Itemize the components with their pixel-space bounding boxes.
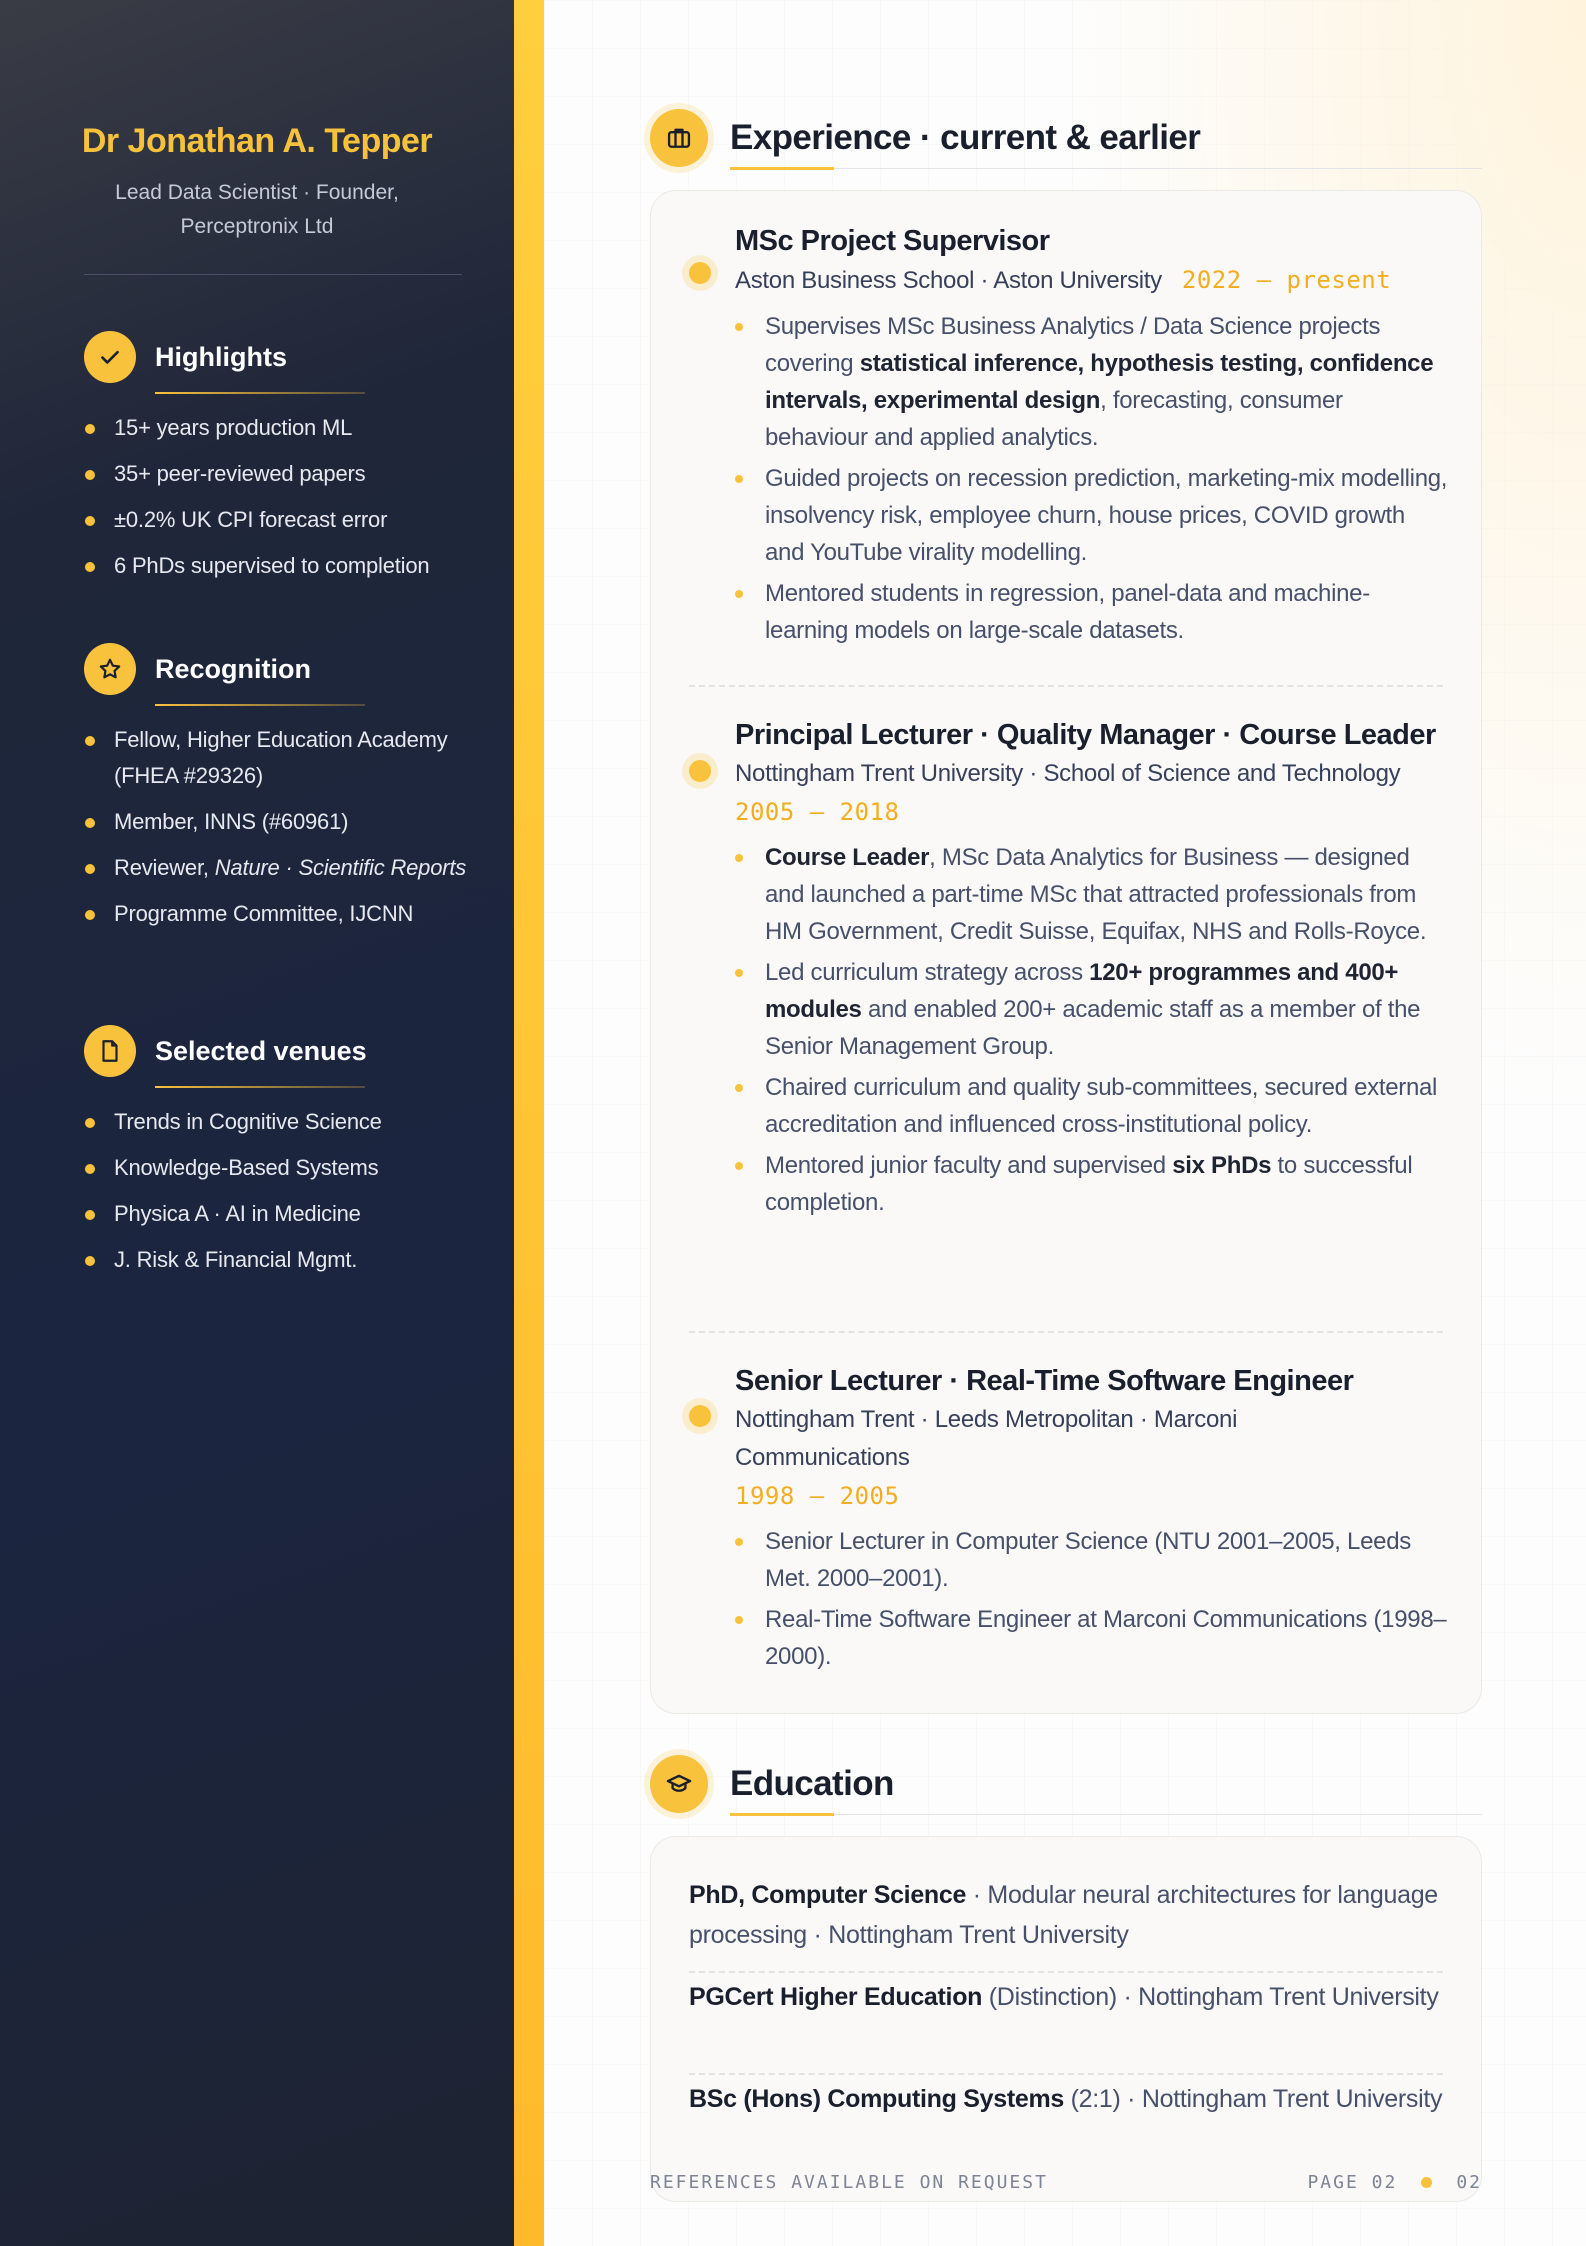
- job-title: MSc Project Supervisor: [735, 225, 1050, 257]
- page-label: PAGE 02: [1307, 2172, 1398, 2193]
- bullet-item: Guided projects on recession prediction, marketing-mix modelling, insolvency risk, employee churn, house prices, COVID growth and YouTube virality modelling.: [765, 460, 1449, 571]
- list-item: 6 PhDs supervised to completion: [84, 548, 474, 584]
- job-org: Nottingham Trent · Leeds Metropolitan · Marconi Communications: [735, 1406, 1238, 1471]
- venues-section: [84, 1024, 474, 1288]
- bullet-text: Led curriculum strategy across: [765, 959, 1090, 986]
- list-item: Fellow, Higher Education Academy (FHEA #29326): [84, 722, 474, 794]
- degree-name: PhD, Computer Science: [689, 1881, 967, 1909]
- degree-detail: · Modular neural architectures for language processing · Nottingham Trent University: [689, 1881, 1438, 1949]
- bullet-item: Mentored students in regression, panel-data and machine-learning models on large-scale datasets.: [765, 575, 1449, 649]
- list-item: ±0.2% UK CPI forecast error: [84, 502, 474, 538]
- footer-references: REFERENCES AVAILABLE ON REQUEST: [650, 2172, 1048, 2193]
- recognition-section: [84, 642, 474, 942]
- document-icon: [84, 1025, 136, 1077]
- degree-name: BSc (Hons) Computing Systems: [689, 2085, 1064, 2113]
- bullet-text: Supervises MSc Business Analytics / Data Science projects covering: [765, 313, 1381, 377]
- highlights-list: [84, 410, 474, 584]
- list-item: Member, INNS (#60961): [84, 804, 474, 840]
- education-card: [650, 1836, 1482, 2202]
- venues-title: Selected venues: [155, 1035, 367, 1066]
- experience-rule: [730, 168, 1482, 169]
- profile-name: Dr Jonathan A. Tepper: [81, 122, 433, 160]
- venues-list: [84, 1104, 474, 1278]
- accent-bar: [514, 0, 544, 2246]
- list-item: 15+ years production ML: [84, 410, 474, 446]
- education-item: [689, 1875, 1449, 1955]
- highlights-section: [84, 330, 474, 594]
- education-divider: [689, 2073, 1443, 2075]
- bullet-text: Mentored junior faculty and supervised: [765, 1152, 1173, 1179]
- bullet-emphasis: 120+ programmes and 400+ modules: [765, 959, 1399, 1023]
- job-bullets: [765, 839, 1449, 1221]
- list-item: Trends in Cognitive Science: [84, 1104, 474, 1140]
- reviewer-journals: Nature · Scientific Reports: [214, 855, 467, 880]
- bullet-emphasis: six PhDs: [1172, 1152, 1272, 1179]
- job-bullets: [765, 308, 1449, 649]
- timeline-dot: [689, 1405, 711, 1427]
- education-item: [689, 2079, 1449, 2119]
- briefcase-icon: [650, 109, 708, 167]
- job-title: Principal Lecturer · Quality Manager · Course Leader: [735, 719, 1436, 751]
- bullet-item: Senior Lecturer in Computer Science (NTU 2001–2005, Leeds Met. 2000–2001).: [765, 1523, 1449, 1597]
- recognition-underline: [155, 704, 365, 706]
- job-title: Senior Lecturer · Real-Time Software Engineer: [735, 1365, 1354, 1397]
- list-item: J. Risk & Financial Mgmt.: [84, 1242, 474, 1278]
- job-entry: [689, 715, 1449, 1225]
- job-entry: [689, 1361, 1449, 1679]
- highlights-title: Highlights: [155, 341, 287, 372]
- graduation-cap-icon: [650, 1755, 708, 1813]
- experience-title: Experience · current & earlier: [730, 118, 1201, 157]
- sidebar-divider: [84, 274, 462, 275]
- bullet-text: , MSc Data Analytics for Business — designed and launched a part-time MSc that attracted professionals from HM Government, Credit Suisse, Equifax, NHS and Rolls-Royce.: [765, 844, 1427, 945]
- bullet-item: [765, 1147, 1449, 1221]
- recognition-title: Recognition: [155, 653, 311, 684]
- page-indicator: [1307, 2172, 1482, 2193]
- list-item: 35+ peer-reviewed papers: [84, 456, 474, 492]
- star-icon: [84, 643, 136, 695]
- highlights-underline: [155, 392, 365, 394]
- education-rule-accent: [730, 1813, 834, 1816]
- bullet-emphasis: Course Leader: [765, 844, 930, 871]
- venues-underline: [155, 1086, 365, 1088]
- bullet-item: Real-Time Software Engineer at Marconi Communications (1998–2000).: [765, 1601, 1449, 1675]
- job-divider: [689, 1331, 1443, 1333]
- job-org-name: Aston Business School · Aston University: [735, 267, 1162, 294]
- job-entry: [689, 221, 1449, 653]
- page-footer: [650, 2172, 1482, 2193]
- job-dates: 2005 — 2018: [735, 798, 900, 826]
- check-icon: [84, 331, 136, 383]
- job-dates: 1998 — 2005: [735, 1482, 900, 1510]
- bullet-item: Chaired curriculum and quality sub-committees, secured external accreditation and influenced cross-institutional policy.: [765, 1069, 1449, 1143]
- job-org: [735, 261, 1449, 300]
- degree-name: PGCert Higher Education: [689, 1983, 983, 2011]
- timeline-dot: [689, 262, 711, 284]
- education-rule: [730, 1814, 1482, 1815]
- list-item: Physica A · AI in Medicine: [84, 1196, 474, 1232]
- bullet-item: [765, 839, 1449, 950]
- degree-detail: (2:1) · Nottingham Trent University: [1063, 2085, 1443, 2113]
- job-bullets: [765, 1523, 1449, 1675]
- list-item: [84, 850, 474, 886]
- experience-card: [650, 190, 1482, 1714]
- footer-dot: [1421, 2177, 1432, 2188]
- job-divider: [689, 685, 1443, 687]
- degree-detail: (Distinction) · Nottingham Trent University: [982, 1983, 1439, 2011]
- page-number: 02: [1456, 2172, 1482, 2193]
- job-org: Nottingham Trent University · School of Science and Technology: [735, 760, 1401, 787]
- job-dates: 2022 — present: [1181, 266, 1392, 294]
- timeline-dot: [689, 760, 711, 782]
- education-title: Education: [730, 1764, 894, 1803]
- education-heading: [650, 1755, 894, 1813]
- bullet-text: to successful completion.: [765, 1152, 1413, 1216]
- bullet-text: and enabled 200+ academic staff as a member of the Senior Management Group.: [765, 996, 1421, 1060]
- bullet-item: [765, 954, 1449, 1065]
- recognition-list: [84, 722, 474, 932]
- sidebar: [0, 0, 514, 2246]
- bullet-item: [765, 308, 1449, 456]
- bullet-text: , forecasting, consumer behaviour and applied analytics.: [765, 387, 1343, 451]
- list-item: Programme Committee, IJCNN: [84, 896, 474, 932]
- experience-heading: [650, 109, 1200, 167]
- education-divider: [689, 1971, 1443, 1973]
- experience-rule-accent: [730, 167, 834, 170]
- bullet-emphasis: statistical inference, hypothesis testing, confidence intervals, experimental design: [765, 350, 1434, 414]
- list-item: Knowledge-Based Systems: [84, 1150, 474, 1186]
- profile-role: Lead Data Scientist · Founder, Perceptronix Ltd: [115, 181, 399, 238]
- reviewer-label: Reviewer,: [114, 855, 209, 880]
- main-content: [544, 0, 1586, 2246]
- education-item: [689, 1977, 1449, 2017]
